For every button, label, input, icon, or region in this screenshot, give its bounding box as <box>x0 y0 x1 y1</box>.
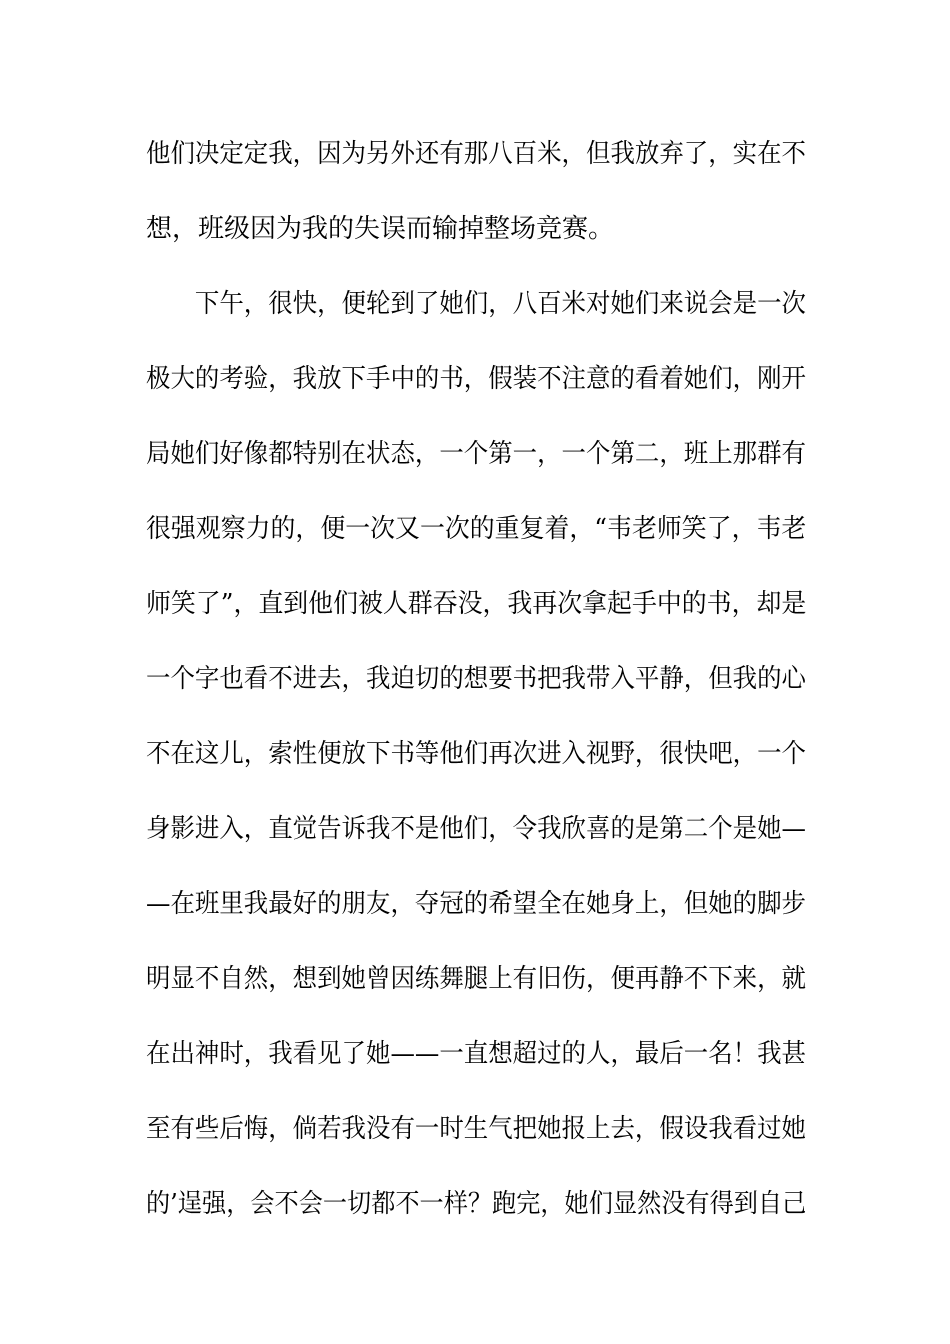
text-line: 身影进入，直觉告诉我不是他们，令我欣喜的是第二个是她— <box>146 814 807 844</box>
text-line: 极大的考验，我放下手中的书，假装不注意的看着她们，刚开 <box>146 364 807 394</box>
text-line: 的’逞强，会不会一切都不一样？跑完，她们显然没有得到自己 <box>146 1189 807 1219</box>
text-line: 师笑了”，直到他们被人群吞没，我再次拿起手中的书，却是 <box>146 589 807 619</box>
text-line: —在班里我最好的朋友，夺冠的希望全在她身上，但她的脚步 <box>146 889 807 919</box>
text-line: 他们决定定我，因为另外还有那八百米，但我放弃了，实在不 <box>146 139 807 169</box>
text-line: 下午，很快，便轮到了她们，八百米对她们来说会是一次 <box>146 289 807 319</box>
text-line: 想，班级因为我的失误而输掉整场竞赛。 <box>146 214 615 244</box>
text-line: 不在这儿，索性便放下书等他们再次进入视野，很快吧，一个 <box>146 739 807 769</box>
text-line: 明显不自然，想到她曾因练舞腿上有旧伤，便再静不下来，就 <box>146 964 807 994</box>
text-line: 很强观察力的，便一次又一次的重复着，“韦老师笑了，韦老 <box>146 514 807 544</box>
text-line: 一个字也看不进去，我迫切的想要书把我带入平静，但我的心 <box>146 664 807 694</box>
text-line: 局她们好像都特别在状态，一个第一，一个第二，班上那群有 <box>146 439 807 469</box>
text-line: 至有些后悔，倘若我没有一时生气把她报上去，假设我看过她 <box>146 1114 807 1144</box>
text-line: 在出神时，我看见了她——一直想超过的人，最后一名！我甚 <box>146 1039 807 1069</box>
